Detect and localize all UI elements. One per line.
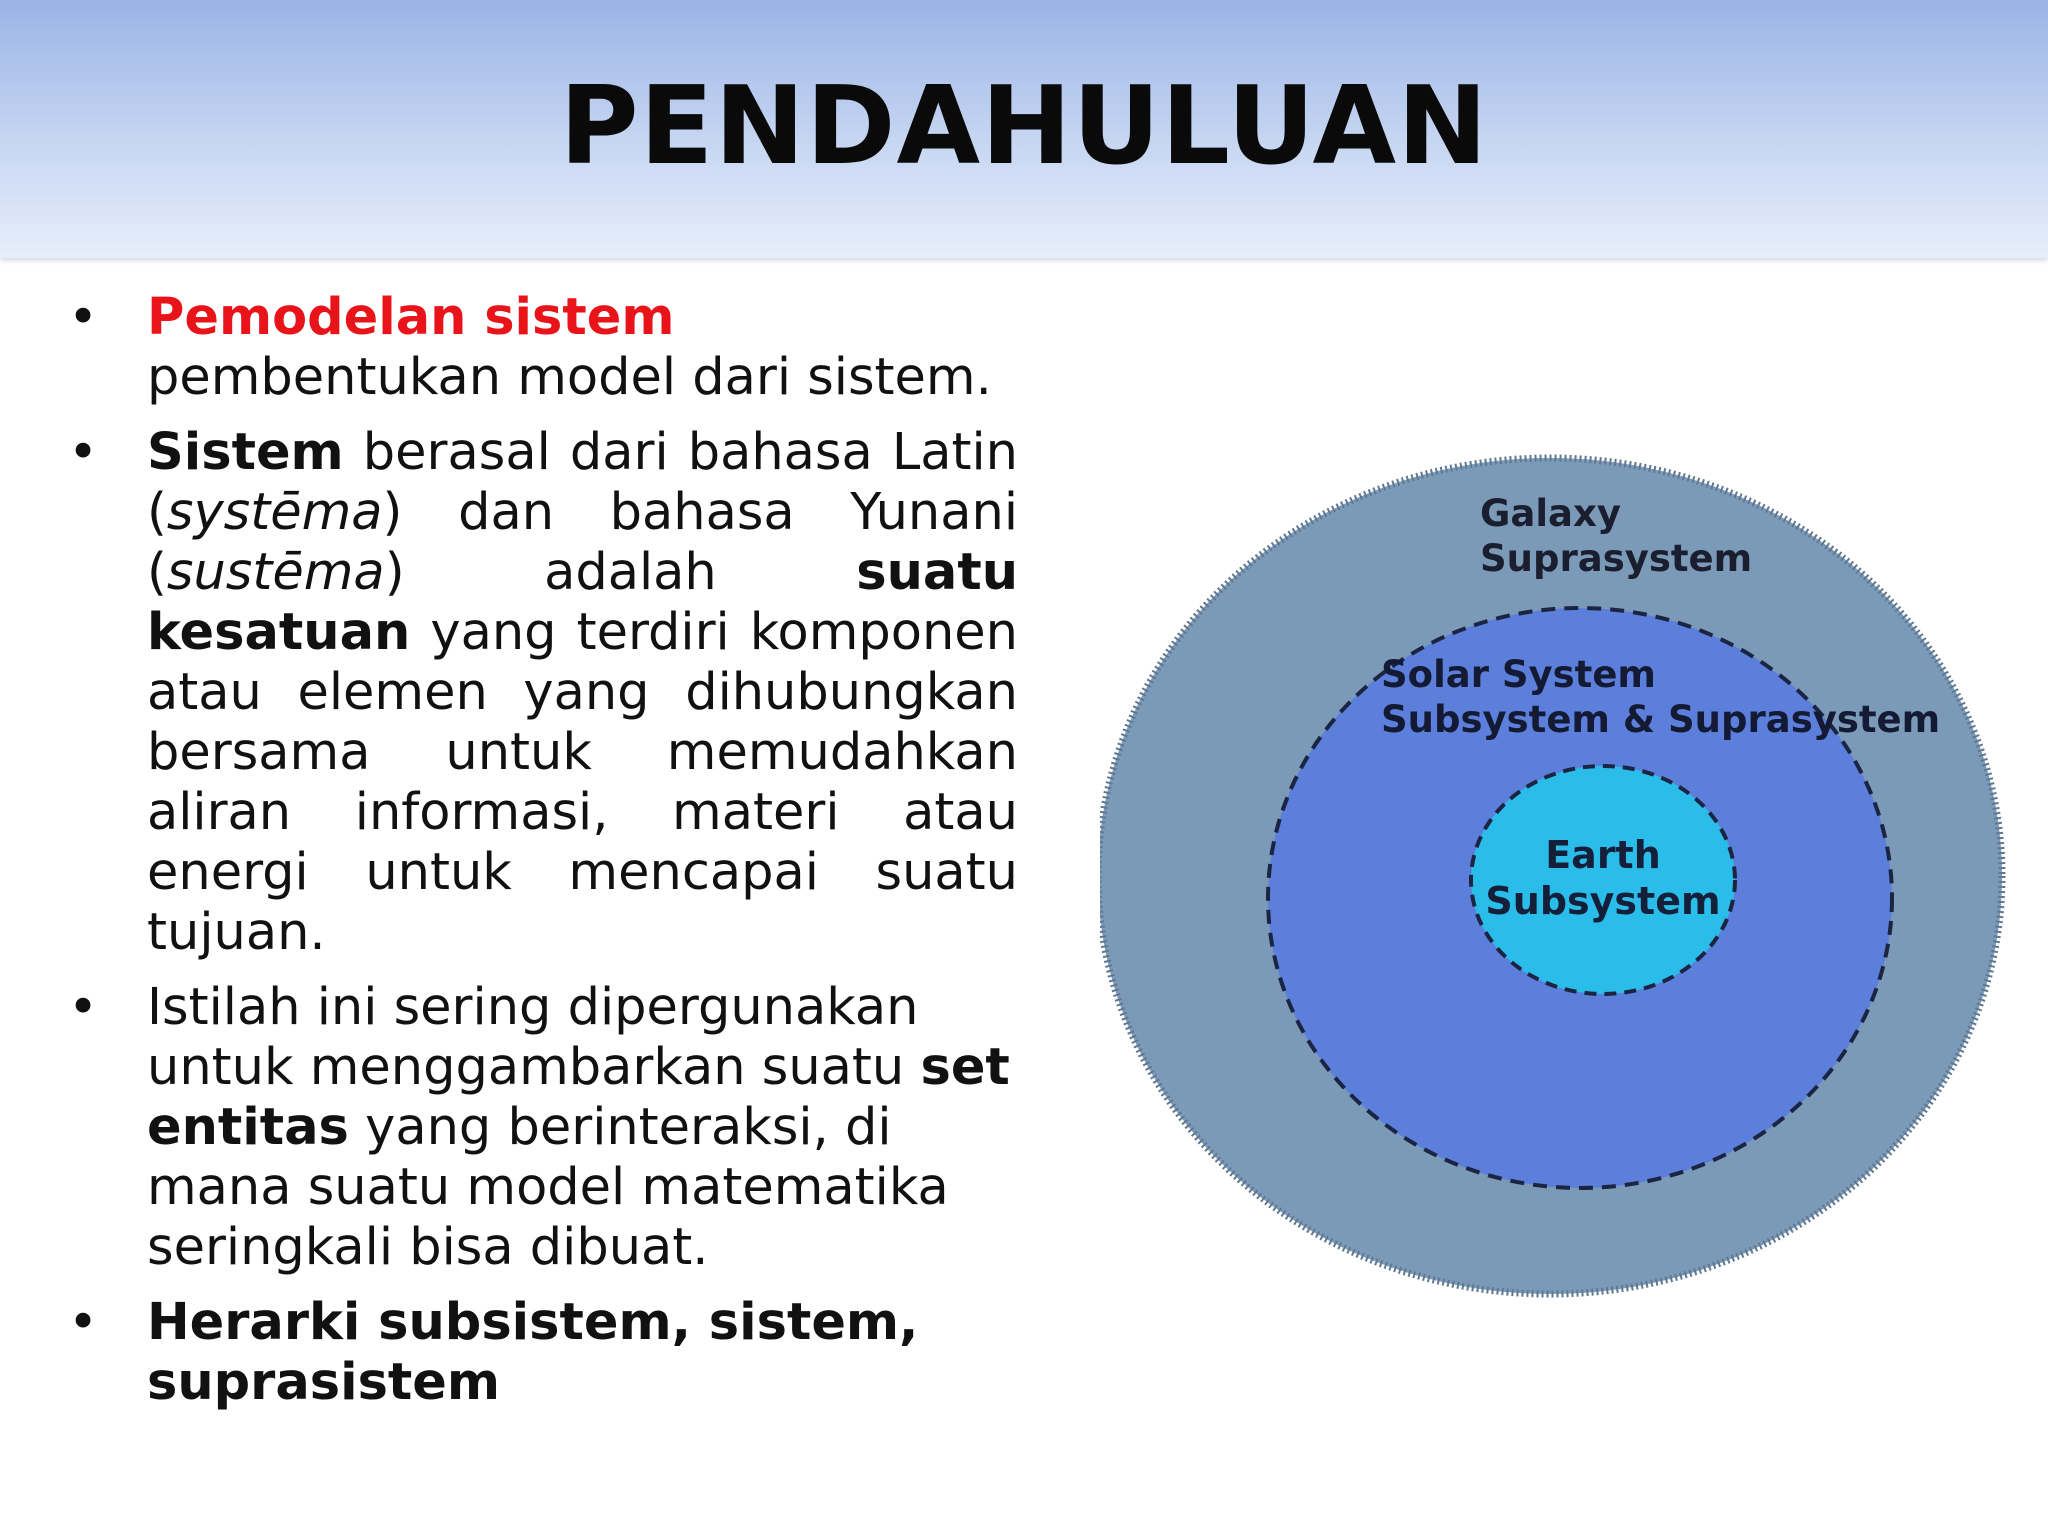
highlight-term: Pemodelan sistem: [147, 288, 675, 347]
slide-title: PENDAHULUAN: [559, 64, 1489, 189]
bold-term: Herarki subsistem, sistem, suprasistem: [147, 1293, 919, 1412]
bullet-list: [68, 288, 1018, 1428]
bullet-item-1: [68, 288, 1018, 408]
bullet-item-2: [68, 423, 1018, 963]
bullet-text: Istilah ini sering dipergunakan untuk menggambarkan suatu: [147, 978, 921, 1097]
bullet-dot: •: [68, 423, 99, 482]
bullet-dot: •: [68, 978, 99, 1037]
bullet-text: berasal dari bahasa Latin (: [147, 423, 1018, 542]
solar-label-line2: Subsystem & Suprasystem: [1381, 698, 1941, 741]
bullet-text: pembentukan model dari sistem.: [147, 348, 992, 407]
italic-term: sustēma: [166, 543, 385, 602]
bullet-item-4: [68, 1293, 1018, 1413]
italic-term: systēma: [166, 483, 383, 542]
earth-label-line1: Earth: [1545, 833, 1661, 877]
bullet-item-3: [68, 978, 1018, 1278]
bold-term: Sistem: [147, 423, 344, 482]
bullet-text: yang berinteraksi, di mana suatu model matematika seringkali bisa dibuat.: [147, 1098, 949, 1277]
bold-term: set entitas: [147, 1038, 1010, 1157]
bullet-dot: •: [68, 1293, 99, 1352]
bullet-dot: •: [68, 288, 99, 347]
bullet-text: ) dan bahasa Yunani (: [147, 483, 1018, 602]
bold-term: suatu kesatuan: [147, 543, 1018, 662]
bullet-text: yang terdiri komponen atau elemen yang dihubungkan bersama untuk memudahkan aliran informasi, materi atau energi untuk mencapai suatu tujuan.: [147, 603, 1018, 962]
galaxy-label-line2: Suprasystem: [1480, 537, 1753, 580]
bullet-text: ) adalah: [384, 543, 857, 602]
system-hierarchy-diagram: [1100, 440, 2040, 1320]
galaxy-label-line1: Galaxy: [1480, 492, 1621, 535]
earth-label-line2: Subsystem: [1485, 879, 1721, 923]
solar-label-line1: Solar System: [1381, 653, 1656, 696]
